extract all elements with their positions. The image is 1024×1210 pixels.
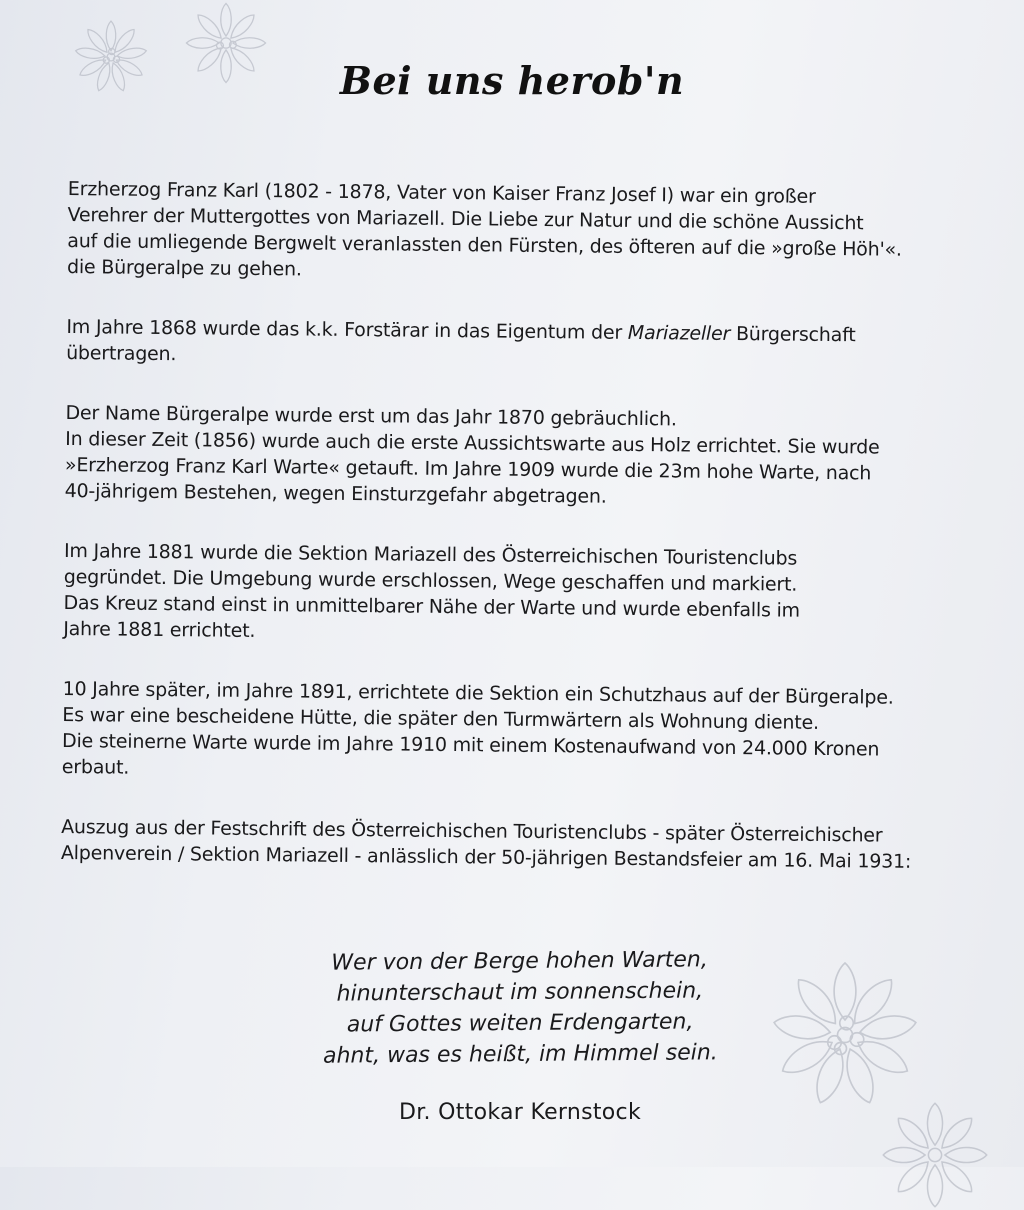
paragraph-festschrift (61, 814, 1011, 876)
edelweiss-icon (880, 1100, 990, 1210)
text-line: die Bürgeralpe zu gehen. (66, 255, 302, 281)
poem-line: ahnt, was es heißt, im Himmel sein. (322, 1040, 718, 1069)
text-line: Erzherzog Franz Karl (1802 - 1878, Vater von Kaiser Franz Josef I) war ein großer (67, 177, 816, 208)
paragraph-name-buergeralpe (65, 400, 1016, 514)
text-segment: Bürgerschaft (730, 322, 856, 347)
italic-place-name: Mariazeller (627, 321, 731, 345)
poem-line: hinunterschaut im sonnenschein, (336, 978, 704, 1007)
poem-line: auf Gottes weiten Erdengarten, (346, 1009, 694, 1038)
text-segment: Im Jahre 1868 wurde das k.k. Forstärar in das Eigentum der (66, 315, 628, 344)
text-line: Es war eine bescheidene Hütte, die später den Turmwärtern als Wohnung diente. (62, 703, 819, 734)
poem (299, 944, 740, 1072)
paragraph-1881 (63, 538, 1014, 652)
text-line: Auszug aus der Festschrift des Österreichischen Touristenclubs - später Österreichischer (61, 815, 883, 847)
text-line: Die steinerne Warte wurde im Jahre 1910 mit einem Kostenaufwand von 24.000 Kronen (61, 729, 880, 761)
text-line: auf die umliegende Bergwelt veranlassten den Fürsten, des öfteren auf die »große Höh'«. (67, 229, 902, 261)
text-line: In dieser Zeit (1856) wurde auch die erste Aussichtswarte aus Holz errichtet. Sie wurde (65, 427, 880, 459)
text-line: Im Jahre 1881 wurde die Sektion Mariazell des Österreichischen Touristenclubs (63, 539, 798, 570)
text-line: Verehrer der Muttergottes von Mariazell. Die Liebe zur Natur und die schöne Aussicht (67, 203, 864, 235)
text-line: erbaut. (61, 755, 130, 779)
poem-line: Wer von der Berge hohen Warten, (331, 947, 708, 976)
poem-author: Dr. Ottokar Kernstock (398, 1100, 641, 1125)
text-line: übertragen. (66, 341, 177, 366)
paragraph-1891 (62, 676, 1013, 790)
text-line: Der Name Bürgeralpe wurde erst um das Jahr 1870 gebräuchlich. (65, 401, 677, 431)
text-line: Das Kreuz stand einst in unmittelbarer Nähe der Warte und wurde ebenfalls im (63, 591, 801, 622)
paragraph-erzherzog (67, 176, 1018, 290)
text-line: Jahre 1881 errichtet. (63, 617, 256, 642)
paragraph-1868 (66, 314, 1016, 376)
body-text (60, 176, 1018, 910)
page-title: Bei uns herob'n (339, 58, 685, 103)
text-line: gegründet. Die Umgebung wurde erschlossen, Wege geschaffen und markiert. (63, 565, 798, 596)
text-line: Alpenverein / Sektion Mariazell - anlässlich der 50-jährigen Bestandsfeier am 16. Mai 1931: (60, 841, 912, 873)
edelweiss-icon (770, 960, 920, 1110)
text-line: »Erzherzog Franz Karl Warte« getauft. Im Jahre 1909 wurde die 23m hohe Warte, nach (64, 453, 872, 485)
text-line: 40-jährigem Bestehen, wegen Einsturzgefahr abgetragen. (64, 479, 607, 508)
text-line: 10 Jahre später, im Jahre 1891, errichtete die Sektion ein Schutzhaus auf der Bürgeralpe. (62, 677, 894, 709)
